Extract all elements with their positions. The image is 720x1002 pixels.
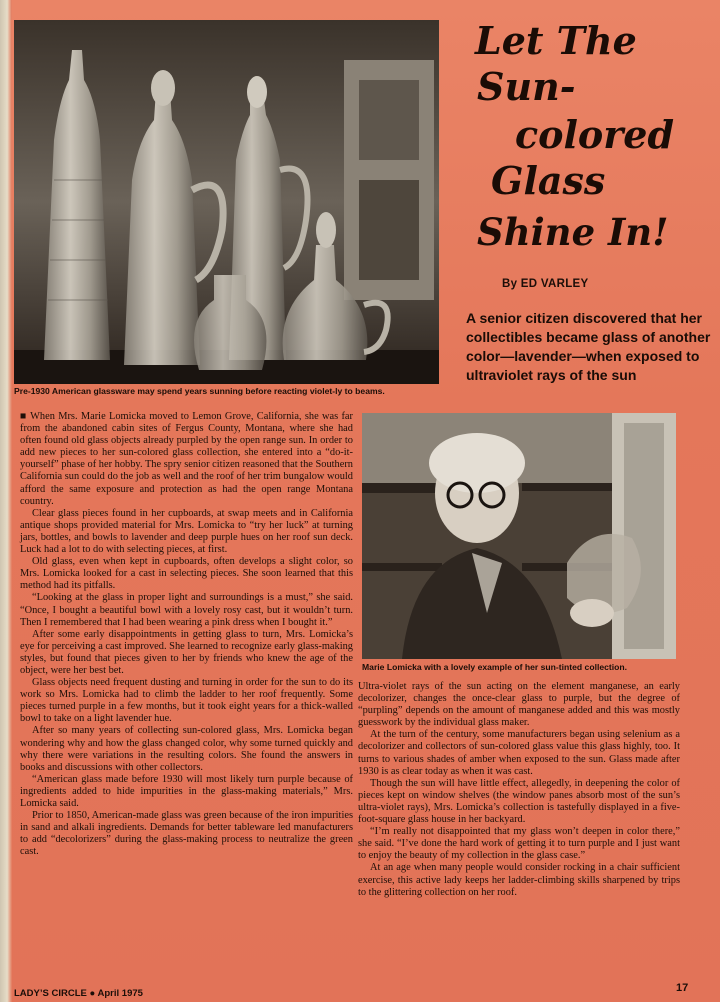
paragraph: Clear glass pieces found in her cupboards, at swap meets and in California antique shops provided material for Mrs. Lomicka to “try her luck” at turning jars, bottles, and bowls to lavender and deep purple hues on her roof sun deck. Luck had a lot to do with selecting pieces, at first. [20, 507, 353, 556]
glassware-photo [14, 20, 439, 384]
glassware-photo-caption: Pre-1930 American glassware may spend years sunning before reacting violet-ly to beams. [14, 386, 385, 396]
portrait-photo-caption: Marie Lomicka with a lovely example of her sun-tinted collection. [362, 662, 628, 672]
title-line-2: Sun- [477, 64, 576, 109]
title-line-1: Let The [475, 18, 637, 63]
paragraph: After so many years of collecting sun-colored glass, Mrs. Lomicka began wondering why and how the glass changed color, why some turned quickly and why there were variations in the resulting colors. She found the answers in books and discussions with other collectors. [20, 725, 353, 773]
magazine-footer: LADY’S CIRCLE ● April 1975 [14, 988, 143, 999]
paragraph: ■ When Mrs. Marie Lomicka moved to Lemon Grove, California, she was far from the abandoned cabin sites of Fergus County, Montana, where she had often found old glass objects already purpled by the open range sun. In order to add new pieces to her sun-colored glass collection, she entered into a “do-it-yourself” phase of her hobby. The spry senior citizen reasoned that the Southern California sun could do the job as well and the roof of her trim bungalow would afford the same exposure and protection as had the open range Montana country. [20, 411, 353, 507]
paragraph: Old glass, even when kept in cupboards, often develops a slight color, so Mrs. Lomicka looked for a cast in selecting pieces. She soon learned that this method had its pitfalls. [20, 556, 353, 592]
paragraph: After some early disappointments in getting glass to turn, Mrs. Lomicka’s eye for perceiving a cast improved. She learned to recognize early glass-making styles, but found that pieces given to her by friends who knew the age of the object, were her best bet. [20, 628, 353, 676]
paragraph: “American glass made before 1930 will most likely turn purple because of ingredients added to hide impurities in the glass-making materials,” Mrs. Lomicka said. [20, 773, 353, 809]
portrait-photo [362, 413, 676, 659]
paragraph: Prior to 1850, American-made glass was green because of the iron impurities in sand and alkali ingredients. Demands for better tableware led manufacturers to add “decolorizers” during the glass-making process to neutralize the green cast. [20, 810, 353, 858]
page-spine [0, 0, 12, 1002]
title-line-4: Glass [491, 158, 606, 203]
article-deck: A senior citizen discovered that her collectibles became glass of another color—lavender—when exposed to ultraviolet rays of the sun [466, 310, 711, 383]
paragraph: At the turn of the century, some manufacturers began using selenium as a decolorizer and collectors of sun-colored glass value this glass highly, too. It turns to various shades of amber when exposed to the sun. Glass made after 1930 is as clear today as when it was cast. [358, 729, 680, 777]
title-line-3: colored [515, 112, 675, 157]
title-line-5: Shine In! [477, 210, 669, 254]
article-column-2 [358, 681, 680, 899]
paragraph: At an age when many people would consider rocking in a chair sufficient exercise, this active lady keeps her ladder-climbing skills sharpened by trips to the glittering collection on her roof. [358, 862, 680, 898]
paragraph: “Looking at the glass in proper light and surroundings is a must,” she said. “Once, I bought a beautiful bowl with a lovely rosy cast, but it wouldn’t turn. Then I remembered that I had been wearing a pink dress when I bought it.” [20, 592, 353, 628]
paragraph: Ultra-violet rays of the sun acting on the element manganese, an early decolorizer, changes the once-clear glass to purple, but the degree of “purpling” depends on the amount of manganese added and this was mostly guesswork by the individual glass maker. [358, 681, 680, 729]
paragraph: Though the sun will have little effect, allegedly, in deepening the color of pieces kept on window shelves (the window panes absorb most of the sun’s ultra-violet rays), Mrs. Lomicka’s collection is tastefully displayed in a five-foot-square glass house in her backyard. [358, 777, 680, 826]
article-column-1 [20, 411, 353, 858]
byline: By ED VARLEY [502, 278, 589, 290]
paragraph: Glass objects need frequent dusting and turning in order for the sun to do its work so Mrs. Lomicka had to climb the ladder to her roof frequently. Some pieces turned purple in a few months, but it took eight years for a thick-walled bowl to take on a light lavender hue. [20, 677, 353, 725]
page-number: 17 [676, 982, 689, 994]
paragraph: “I’m really not disappointed that my glass won’t deepen in color there,” she said. “I’ve done the hard work of getting it to turn purple and I just want to enjoy the beauty of my collection in the glass case.” [358, 826, 680, 862]
